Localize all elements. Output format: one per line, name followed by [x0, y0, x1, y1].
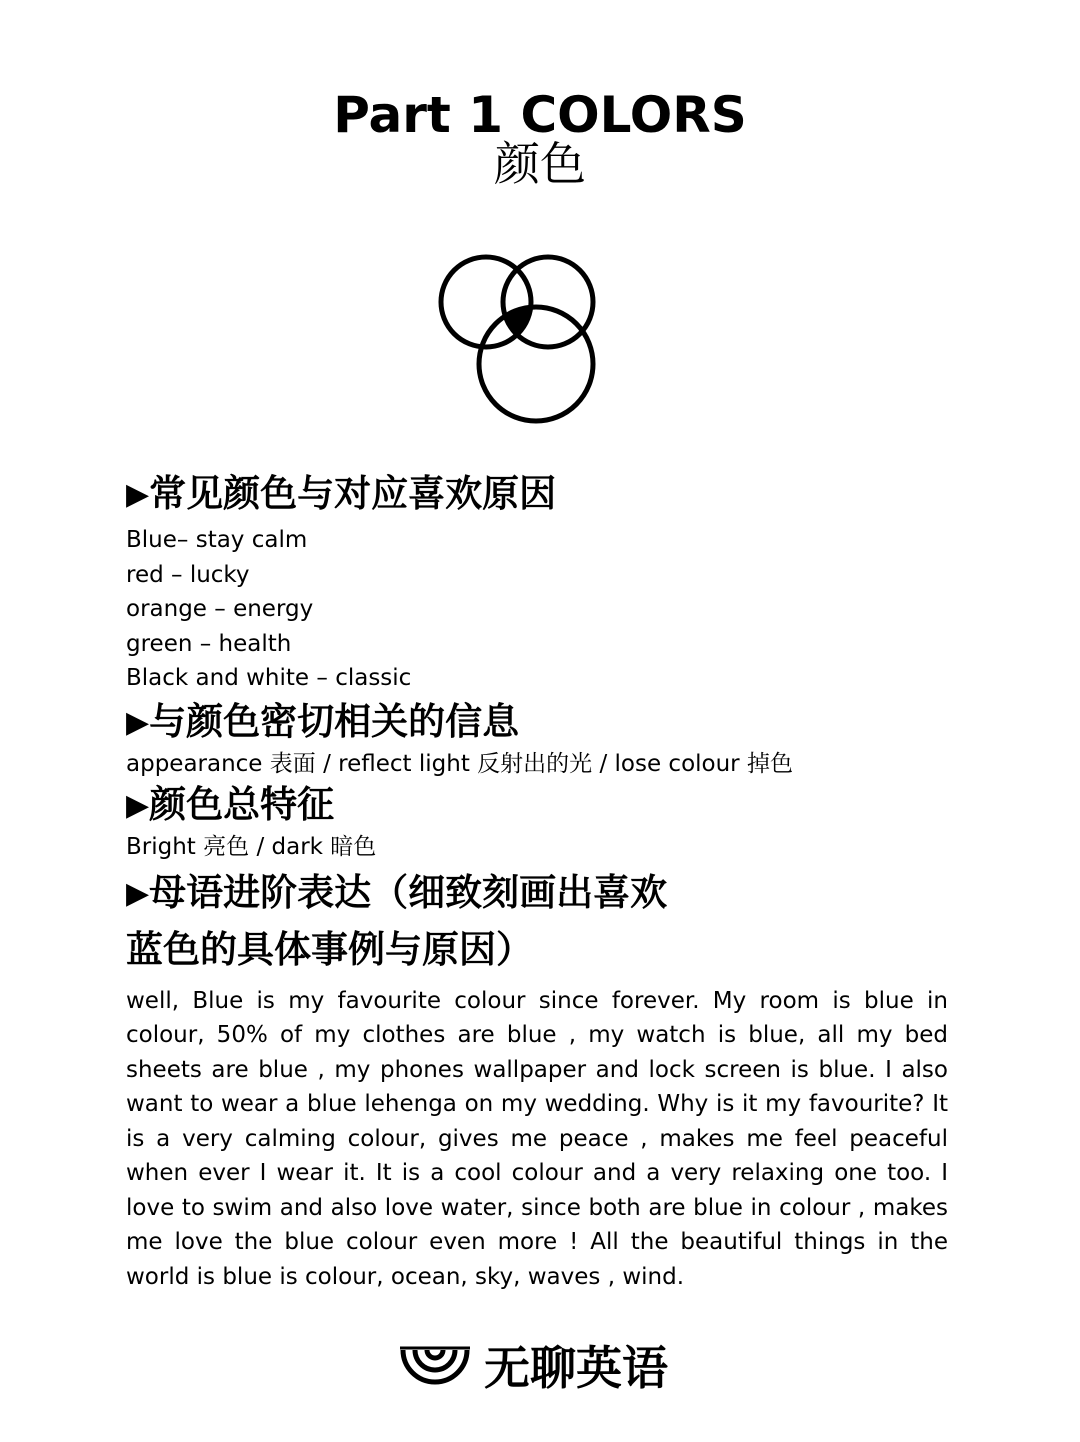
features-text: Bright 亮色 / dark 暗色: [126, 834, 377, 860]
triangle-right-icon: ▶: [126, 704, 150, 740]
section-heading-advanced: [126, 865, 948, 978]
section-heading-features: ▶颜色总特征: [126, 781, 948, 830]
footer-brand: [398, 1336, 688, 1400]
list-item: green – health: [126, 630, 292, 657]
page-title: Part 1 COLORS: [333, 86, 747, 144]
list-item: orange – energy: [126, 596, 314, 622]
triangle-right-icon: ▶: [126, 875, 150, 911]
related-info-text: appearance 表面 / reflect light 反射出的光 / lose colour 掉色: [126, 750, 793, 777]
section-heading-related: ▶与颜色密切相关的信息: [126, 698, 948, 747]
heading-line-1: 母语进阶表达（细致刻画出喜欢: [149, 870, 668, 914]
color-reason-list: [126, 523, 948, 696]
smile-arcs-logo-icon: [400, 1344, 470, 1392]
advanced-paragraph: well, Blue is my favourite colour since forever. My room is blue in colour, 50% of my clothes are blue , my watch is blue, all my bed sheets are blue , my phones wallpaper and lock screen is blue. I also want to wear a blue lehenga on my wedding. Why is it my favourite? It is a very calming colour, gives me peace , makes me feel peaceful when ever I wear it. It is a cool colour and a very relaxing one too. I love to swim and also love water, since both are blue in colour , makes me love the blue colour even more ! All the beautiful things in the world is blue is colour, ocean, sky, waves , wind.: [126, 987, 948, 1290]
list-item: red – lucky: [126, 561, 250, 588]
venn-diagram-icon: [436, 240, 636, 426]
heading-line-2: 蓝色的具体事例与原因）: [126, 927, 533, 971]
page-subtitle: 颜色: [494, 137, 586, 191]
brand-name: 无聊英语: [484, 1341, 668, 1395]
section-heading-reasons: ▶常见颜色与对应喜欢原因: [126, 470, 948, 519]
main-content: [126, 470, 948, 1294]
triangle-right-icon: ▶: [126, 788, 150, 823]
list-item: Black and white – classic: [126, 665, 412, 691]
triangle-right-icon: ▶: [126, 477, 150, 512]
list-item: Blue– stay calm: [126, 527, 308, 553]
